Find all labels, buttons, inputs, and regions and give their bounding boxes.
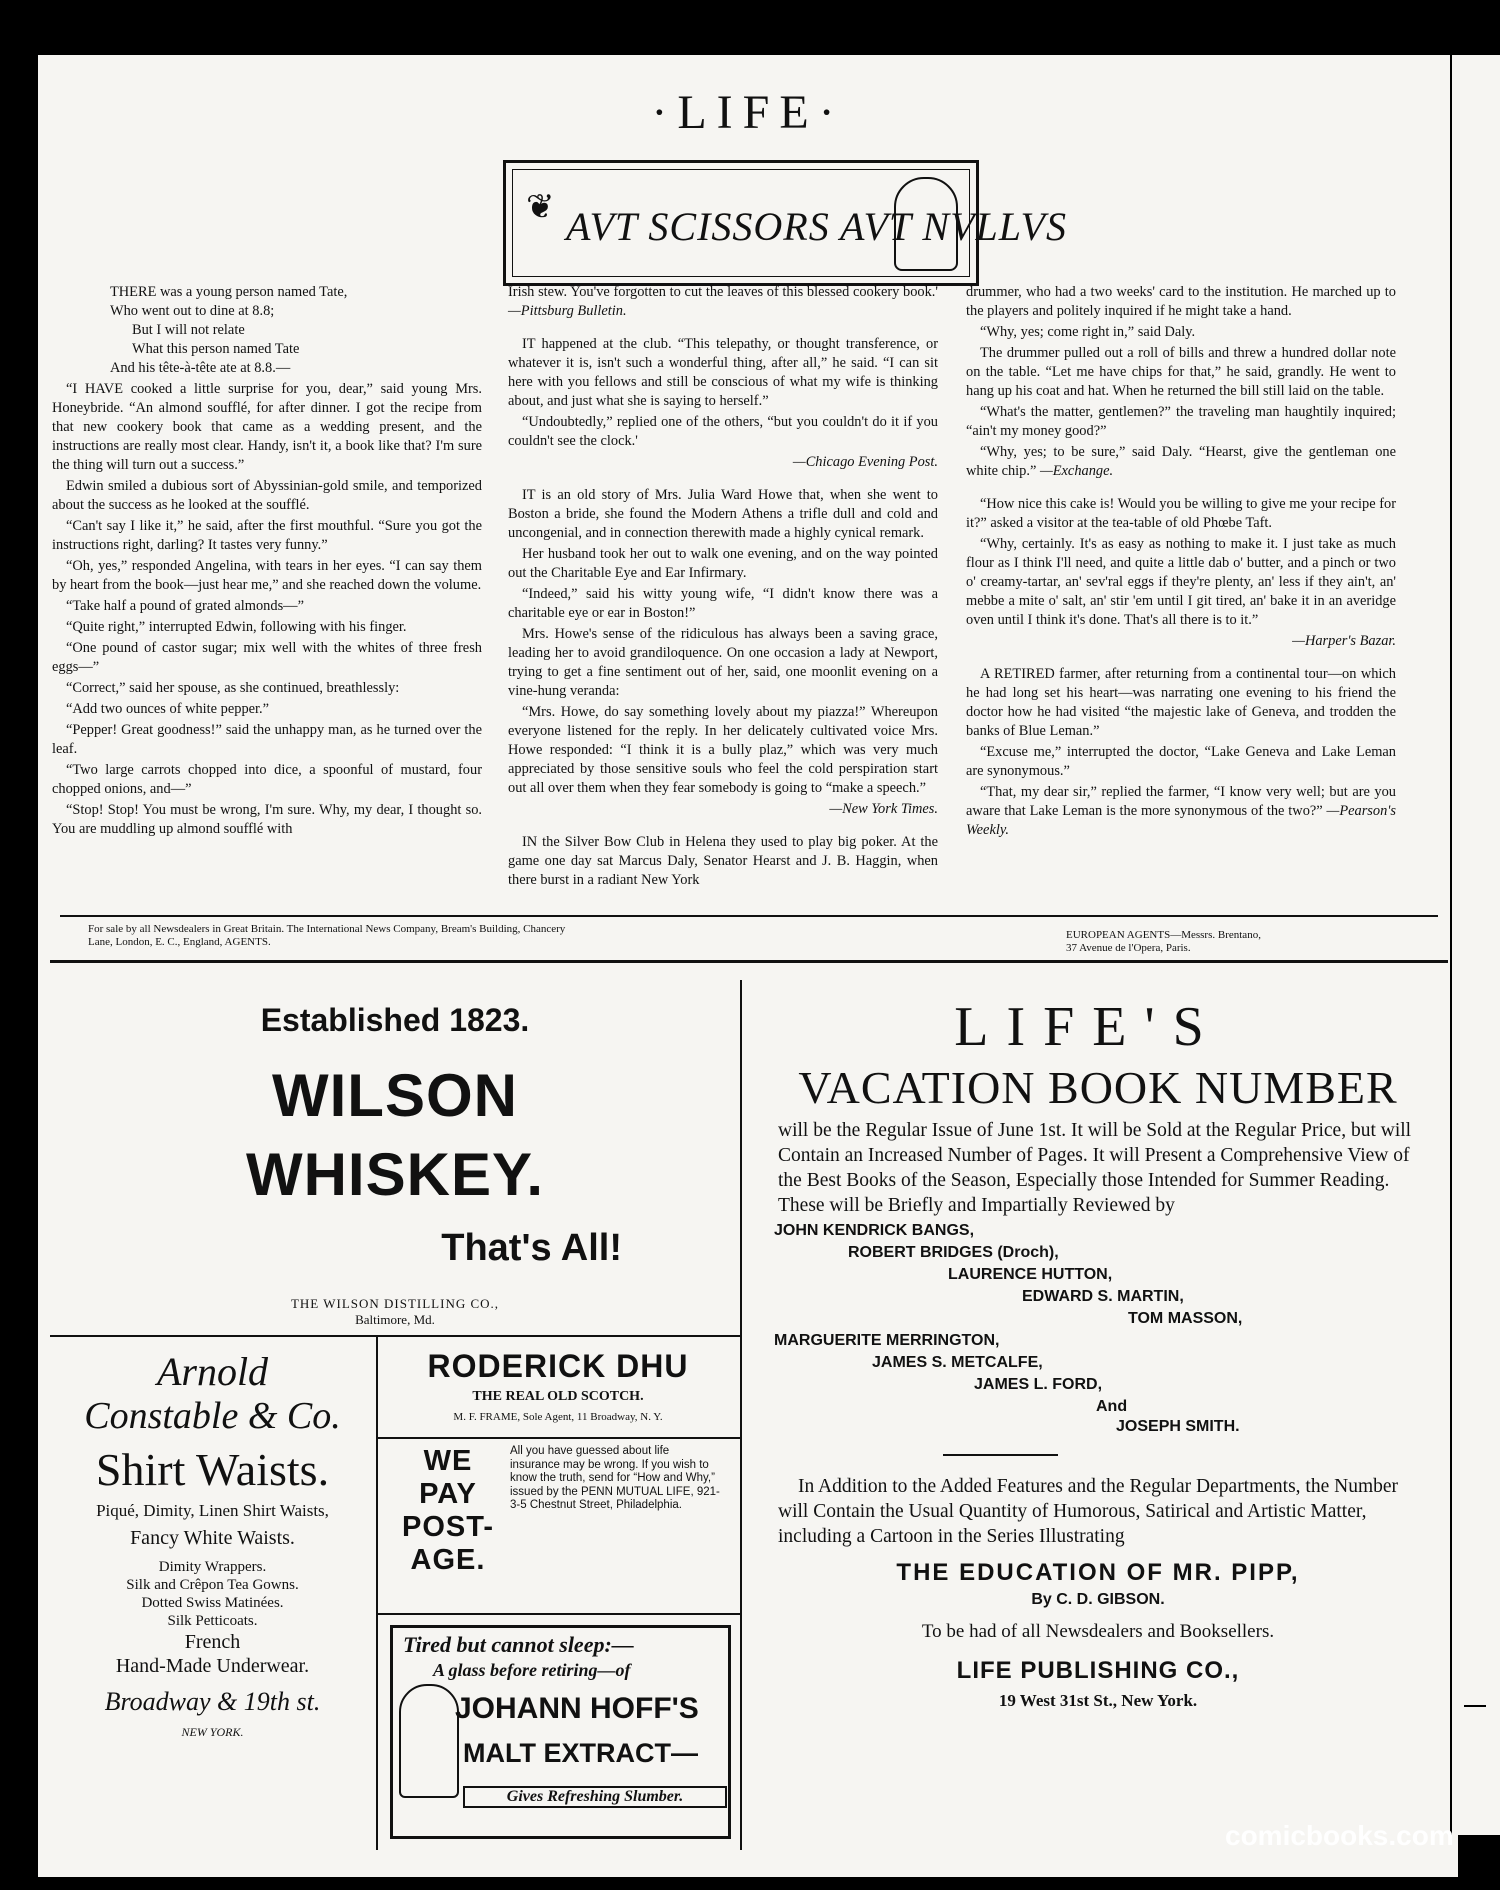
reviewer-name: JOSEPH SMITH. bbox=[1116, 1418, 1240, 1435]
paragraph bbox=[52, 721, 482, 759]
hoff-line-1: Tired but cannot sleep:— bbox=[403, 1632, 634, 1657]
adjacent-page-edge bbox=[1450, 55, 1500, 1835]
paragraph bbox=[508, 335, 938, 411]
short-rule bbox=[943, 1454, 1058, 1456]
johann-hoff-ad bbox=[390, 1625, 731, 1839]
we-pay-postage bbox=[388, 1445, 508, 1577]
arnold-line-3: Dimity Wrappers. bbox=[158, 1559, 267, 1575]
paragraph bbox=[966, 403, 1396, 441]
paragraph-text: “Why, yes; to be sure,” said Daly. “Hearst, give the gentleman one white chip.” bbox=[966, 444, 1396, 479]
poem-line: And his tête-à-tête ate at 8.8.— bbox=[110, 360, 291, 376]
education-author: By C. D. GIBSON. bbox=[1031, 1591, 1165, 1608]
lifes-addition: In Addition to the Added Features and the Regular Departments, the Number will Contain the Usual Quantity of Humorous, Satirical and Artistic Matter, including a Cartoon in the Series Illustrating bbox=[778, 1476, 1399, 1547]
sleeper-portrait-icon bbox=[399, 1684, 459, 1798]
wilson-city: Baltimore, Md. bbox=[355, 1312, 435, 1327]
hoff-line-5: Gives Refreshing Slumber. bbox=[463, 1786, 727, 1808]
paragraph-text: “What's the matter, gentlemen?” the traveling man haughtily inquired; “ain't my money good?” bbox=[966, 404, 1396, 439]
column-banner bbox=[503, 160, 1067, 286]
paragraph bbox=[508, 283, 938, 321]
penn-age: AGE. bbox=[410, 1544, 486, 1576]
reviewer-name: JOHN KENDRICK BANGS, bbox=[774, 1222, 975, 1239]
lifes-intro: will be the Regular Issue of June 1st. It will be Sold at the Regular Price, but will Contain an Increased Number of Pages. It will Present a Comprehensive View of the Best Books of the Season, Especially those Intended for Summer Reading. These will be Briefly and Impartially Reviewed by bbox=[778, 1120, 1412, 1216]
paragraph-text: “Indeed,” said his witty young wife, “I didn't know there was a charitable eye or ear in Boston!” bbox=[508, 586, 938, 621]
hoff-line-3: JOHANN HOFF'S bbox=[455, 1692, 699, 1725]
paragraph bbox=[966, 283, 1396, 321]
paragraph bbox=[508, 703, 938, 798]
paragraph bbox=[52, 700, 482, 719]
arnold-line-5: Dotted Swiss Matinées. bbox=[141, 1595, 284, 1611]
paragraph-text: IT is an old story of Mrs. Julia Ward Howe that, when she went to Boston a bride, she found the Modern Athens a trifle dull and cold and uncongenial, and in connection therewith made a highly cynical remark. bbox=[508, 487, 938, 541]
divider-rule bbox=[60, 915, 1438, 917]
thistle-ornament-icon: ❦ bbox=[526, 189, 555, 226]
divider-rule-double bbox=[50, 960, 1448, 963]
paragraph bbox=[966, 665, 1396, 741]
paragraph-text: “Two large carrots chopped into dice, a spoonful of mustard, four chopped onions, and—” bbox=[52, 762, 482, 797]
paragraph bbox=[52, 679, 482, 698]
paragraph bbox=[508, 585, 938, 623]
roderick-agent: M. F. FRAME, Sole Agent, 11 Broadway, N. Y. bbox=[453, 1411, 663, 1423]
ad-divider-vertical-2 bbox=[376, 1337, 378, 1850]
paragraph-text: The drummer pulled out a roll of bills and threw a hundred dollar note on the table. “Let me have chips for that,” he said, grandly. He went to hang up his coat and hat. When he returned the bill still laid on the table. bbox=[966, 345, 1396, 399]
edge-tick bbox=[1464, 1705, 1486, 1707]
paragraph-text: Her husband took her out to walk one evening, and on the way pointed out the Charitable Eye and Ear Infirmary. bbox=[508, 546, 938, 581]
source-credit: —Chicago Evening Post. bbox=[792, 454, 938, 470]
lifes-subtitle: VACATION BOOK NUMBER bbox=[798, 1062, 1398, 1113]
wilson-thats-all: That's All! bbox=[441, 1227, 622, 1269]
paragraph-text: “That, my dear sir,” replied the farmer, “I know very well; but are you aware that Lake Leman is the more synonymous of the two?” bbox=[966, 784, 1396, 819]
footer-right-line-2: 37 Avenue de l'Opera, Paris. bbox=[1066, 942, 1191, 954]
footer-left-note: For sale by all Newsdealers in Great Britain. The International News Company, Bream's Building, Chancery Lane, London, E. C., England, AGENTS. bbox=[88, 923, 566, 948]
paragraph bbox=[966, 535, 1396, 630]
text-column-1 bbox=[52, 283, 482, 841]
source-credit: —Pearson's Weekly. bbox=[966, 803, 1396, 838]
poem-line: What this person named Tate bbox=[132, 341, 300, 357]
poem-line: But I will not relate bbox=[132, 322, 245, 338]
masthead-title: ·LIFE· bbox=[651, 86, 845, 139]
hoff-line-2: A glass before retiring—of bbox=[433, 1660, 631, 1680]
paragraph-text: “How nice this cake is! Would you be willing to give me your recipe for it?” asked a visitor at the tea-table of old Phœbe Taft. bbox=[966, 496, 1396, 531]
hoff-line-4: MALT EXTRACT— bbox=[463, 1738, 698, 1768]
paragraph-text: Irish stew. You've forgotten to cut the leaves of this blessed cookery book.' bbox=[508, 284, 938, 300]
paragraph-text: IN the Silver Bow Club in Helena they used to play big poker. At the game one day sat Marcus Daly, Senator Hearst and J. B. Haggin, when there burst in a radiant New York bbox=[508, 834, 938, 888]
reviewer-name: TOM MASSON, bbox=[1128, 1310, 1243, 1327]
arnold-line-7: French bbox=[184, 1631, 241, 1653]
penn-mutual-ad bbox=[388, 1445, 733, 1615]
reviewer-list bbox=[738, 1222, 1458, 1440]
paragraph-text: “Correct,” said her spouse, as she continued, breathlessly: bbox=[66, 680, 400, 696]
paragraph-text: “Why, certainly. It's as easy as nothing to make it. I just take as much flour as I think I'll need, and quite a little dab o' butter, and a pinch or two o' creamy-tartar, an' sev'ral eggs if they're plenty, an' less if they ain't, an' mebbe a mite o' salt, an' stir 'em until I git tired, an' bake it in an averidge oven until I think it's done. That's all there is to it.” bbox=[966, 536, 1396, 628]
penn-we: WE bbox=[423, 1445, 473, 1477]
paragraph bbox=[508, 625, 938, 701]
ad-divider-horizontal bbox=[50, 1335, 740, 1337]
paragraph bbox=[966, 323, 1396, 342]
paragraph-text: “Undoubtedly,” replied one of the others, “but you couldn't do it if you couldn't see the clock.' bbox=[508, 414, 938, 449]
education-title: THE EDUCATION OF MR. PIPP, bbox=[896, 1559, 1300, 1586]
arnold-city: NEW YORK. bbox=[181, 1725, 244, 1739]
reviewer-name: JAMES S. METCALFE, bbox=[872, 1354, 1043, 1371]
arnold-constable-ad bbox=[50, 1350, 375, 1742]
reviewer-name: MARGUERITE MERRINGTON, bbox=[774, 1332, 1000, 1349]
paragraph bbox=[52, 557, 482, 595]
penn-mutual-text: All you have guessed about life insurance may be wrong. If you wish to know the truth, send for “How and Why,” issued by the PENN MUTUAL LIFE, 921-3-5 Chestnut Street, Philadelphia. bbox=[510, 1445, 720, 1511]
paragraph-text: “Why, yes; come right in,” said Daly. bbox=[980, 324, 1196, 340]
paragraph-text: “Stop! Stop! You must be wrong, I'm sure. Why, my dear, I thought so. You are muddling up almond soufflé with bbox=[52, 802, 482, 837]
reviewer-and: And bbox=[1096, 1398, 1128, 1415]
wilson-company: THE WILSON DISTILLING CO., bbox=[290, 1296, 500, 1311]
paragraph bbox=[508, 413, 938, 451]
paragraph bbox=[966, 743, 1396, 781]
paragraph-text: “I HAVE cooked a little surprise for you, dear,” said young Mrs. Honeybride. “An almond soufflé, for after dinner. I got the recipe from that new cookery book that came as a wedding present, and the instructions are really most clear. Handy, isn't it, a book like that? I'm sure the thing will turn out a success.” bbox=[52, 381, 482, 473]
paragraph-text: “One pound of castor sugar; mix well with the whites of three fresh eggs—” bbox=[52, 640, 482, 675]
paragraph bbox=[52, 597, 482, 616]
paragraph bbox=[508, 545, 938, 583]
lifes-vacation-ad bbox=[738, 995, 1458, 1711]
paragraph-text: Edwin smiled a dubious sort of Abyssinian-gold smile, and temporized about the success as he looked at the soufflé. bbox=[52, 478, 482, 513]
text-column-2 bbox=[508, 283, 938, 892]
penn-pay: PAY bbox=[419, 1478, 477, 1510]
lifes-availability: To be had of all Newsdealers and Booksellers. bbox=[921, 1621, 1275, 1642]
reviewer-name: LAURENCE HUTTON, bbox=[948, 1266, 1113, 1283]
paragraph-text: drummer, who had a two weeks' card to the institution. He marched up to the players and politely inquired if he might take a hand. bbox=[966, 284, 1396, 319]
paragraph bbox=[966, 495, 1396, 533]
watermark: comicbooks.com bbox=[1225, 1820, 1454, 1851]
arnold-line-1: Piqué, Dimity, Linen Shirt Waists, bbox=[96, 1501, 329, 1520]
paragraph bbox=[52, 618, 482, 637]
roderick-title: RODERICK DHU bbox=[427, 1348, 689, 1384]
paragraph bbox=[508, 486, 938, 543]
poem-line: THERE was a young person named Tate, bbox=[110, 284, 348, 300]
arnold-line-6: Silk Petticoats. bbox=[167, 1613, 258, 1629]
footer-right-line-1: EUROPEAN AGENTS—Messrs. Brentano, bbox=[1066, 929, 1261, 941]
paragraph bbox=[52, 761, 482, 799]
roderick-dhu-ad bbox=[383, 1348, 733, 1423]
arnold-line-8: Hand-Made Underwear. bbox=[115, 1655, 310, 1677]
paragraph bbox=[966, 783, 1396, 840]
arnold-line-4: Silk and Crêpon Tea Gowns. bbox=[126, 1577, 299, 1593]
source-credit: —Exchange. bbox=[1039, 463, 1114, 479]
paragraph bbox=[52, 517, 482, 555]
paragraph-text: “Mrs. Howe, do say something lovely about my piazza!” Whereupon everyone listened for the reply. In her delicately cultivated voice Mrs. Howe responded: “I think it is a bully plaz,” which was very much appreciated by those sensitive souls who feel the cold perspiration start out all over them when they fear somebody is going to “make a speech.” bbox=[508, 704, 938, 796]
lifes-title: LIFE'S bbox=[954, 996, 1222, 1058]
reviewer-name: ROBERT BRIDGES (Droch), bbox=[848, 1244, 1059, 1261]
banner-title: AVT SCISSORS AVT NVLLVS bbox=[566, 204, 1067, 249]
wilson-title: WILSON bbox=[272, 1062, 518, 1129]
source-credit: —Harper's Bazar. bbox=[1292, 633, 1396, 649]
paragraph-text: “Add two ounces of white pepper.” bbox=[66, 701, 270, 717]
paragraph-text: Mrs. Howe's sense of the ridiculous has always been a saving grace, leading her to avoid grandiloquence. On one occasion a lady at Newport, trying to get a fine sentiment out of her, said, one moonlit evening on a vine-hung veranda: bbox=[508, 626, 938, 699]
paragraph-text: “Excuse me,” interrupted the doctor, “Lake Geneva and Lake Leman are synonymous.” bbox=[966, 744, 1396, 779]
paragraph-text: “Can't say I like it,” he said, after the first mouthful. “Sure you got the instructions right, darling? It tastes very funny.” bbox=[52, 518, 482, 553]
publisher-address: 19 West 31st St., New York. bbox=[998, 1691, 1198, 1710]
poem bbox=[52, 283, 482, 378]
arnold-line-2: Fancy White Waists. bbox=[130, 1527, 295, 1549]
poem-line: Who went out to dine at 8.8; bbox=[110, 303, 275, 319]
paragraph-text: “Pepper! Great goodness!” said the unhappy man, as he turned over the leaf. bbox=[52, 722, 482, 757]
paragraph-text: “Oh, yes,” responded Angelina, with tears in her eyes. “I can say them by heart from the book—just hear me,” and she reached down the volume. bbox=[52, 558, 482, 593]
paragraph bbox=[52, 801, 482, 839]
wilson-whiskey-ad bbox=[50, 980, 740, 1380]
paragraph-text: IT happened at the club. “This telepathy, or thought transference, or whatever it is, isn't such a wonderful thing, after all,” he said. “I can sit here with you fellows and still be conscious of what my wife is thinking about, and just what she is saying to herself.” bbox=[508, 336, 938, 409]
paragraph bbox=[508, 833, 938, 890]
paragraph-text: “Quite right,” interrupted Edwin, following with his finger. bbox=[66, 619, 407, 635]
ad-divider-horizontal-3 bbox=[378, 1613, 740, 1615]
paragraph bbox=[966, 443, 1396, 481]
footer-right-note bbox=[1066, 929, 1366, 955]
arnold-headline: Shirt Waists. bbox=[95, 1444, 330, 1495]
paragraph-text: “Take half a pound of grated almonds—” bbox=[66, 598, 304, 614]
paragraph bbox=[52, 477, 482, 515]
magazine-page bbox=[38, 55, 1458, 1877]
text-column-3 bbox=[966, 283, 1396, 842]
publisher-name: LIFE PUBLISHING CO., bbox=[956, 1657, 1240, 1684]
portrait-ornament-icon bbox=[894, 177, 958, 271]
reviewer-name: JAMES L. FORD, bbox=[974, 1376, 1103, 1393]
paragraph bbox=[52, 639, 482, 677]
arnold-address: Broadway & 19th st. bbox=[104, 1687, 321, 1716]
arnold-name-2: Constable & Co. bbox=[84, 1395, 341, 1437]
wilson-established: Established 1823. bbox=[260, 1002, 530, 1038]
penn-post: POST- bbox=[401, 1511, 494, 1543]
paragraph-text: A RETIRED farmer, after returning from a continental tour—on which he had long set his heart—was narrating one evening to his friend the doctor how he had visited “the majestic lake of Geneva, and trodden the banks of Blue Leman.” bbox=[966, 666, 1396, 739]
paragraph bbox=[966, 344, 1396, 401]
wilson-whiskey: WHISKEY. bbox=[245, 1141, 545, 1208]
source-credit: —New York Times. bbox=[829, 801, 938, 817]
roderick-subtitle: THE REAL OLD SCOTCH. bbox=[472, 1389, 644, 1404]
arnold-name-1: Arnold bbox=[156, 1349, 269, 1394]
paragraph bbox=[52, 380, 482, 475]
ad-divider-horizontal-2 bbox=[378, 1437, 740, 1439]
reviewer-name: EDWARD S. MARTIN, bbox=[1022, 1288, 1184, 1305]
source-credit: —Pittsburg Bulletin. bbox=[508, 303, 627, 319]
